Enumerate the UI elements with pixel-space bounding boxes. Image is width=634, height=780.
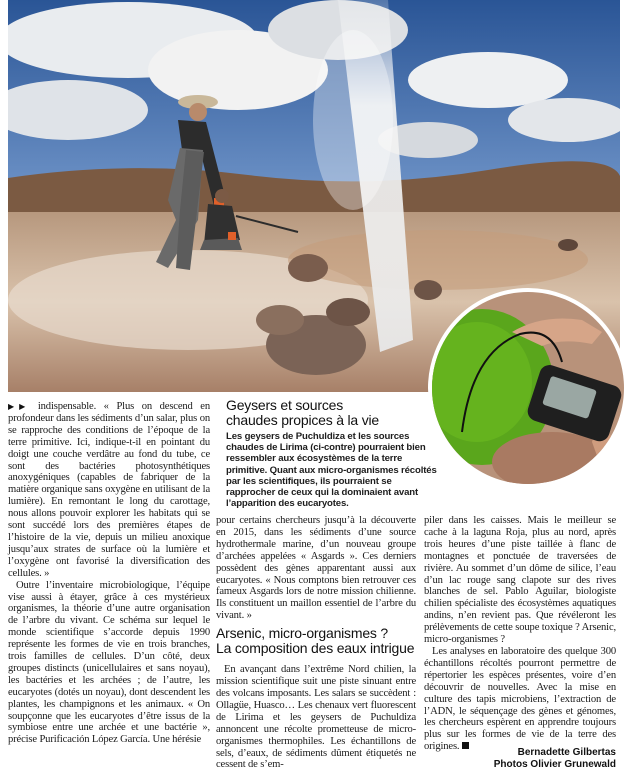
article-column-1 [8,401,210,746]
article-column-2 [216,515,416,771]
article-column-3 [424,515,616,753]
column3-paragraph-1: piler dans les caisses. Mais le meilleur se cache à la laguna Roja, plus au nord, après trois heures d’une piste taillée à flanc de montagnes et ponctuée de traversées de rivière. Au sommet d’un dôme de silice, l’eau d’un lac rouge sang clapote sur des rives blanches de sel. Pablo Aguilar, biologiste chilien spécialiste des écosystèmes aquatiques andins, n’en revient pas. Que révéleront les prélèvements de cette soupe toxique ? Arsenic, micro-organismes ? [424,515,616,646]
photo-credit: Photos Olivier Grunewald [493,759,616,770]
caption-text: Les geysers de Puchuldiza et les sources chaudes de Lirima (ci-contre) pourraient bien ressembler aux écosystèmes de la terre primitive. Quant aux micro-organismes récoltés par les scientifiques, ils pourraient se rapprocher de ceux qui la dominaient avant l’apparition des eucaryotes. [226,431,437,510]
column2-paragraph-2: En avançant dans l’extrême Nord chilien, la mission scientifique suit une piste sinuant entre des volcans imposants. Les salars se succèdent : Ollagüe, Huasco… Les chenaux vert fluorescent de Lirima et les geysers de Puchuldiza annoncent une récolte prometteuse de micro-organismes thermophiles. Les échantillons de sels, d’eaux, de sédiments dûment étiquetés ne cessent de s’em- [216,664,416,771]
column1-paragraph-2: Outre l’inventaire microbiologique, l’équipe vise aussi à étayer, grâce à ces mystérieux organismes, la théorie d’une autre organisation de l’arbre du vivant. Ce schéma sur lequel le monde scientifique s’accorde depuis 1990 représente les formes de vie en trois branches, trois familles de cellules. D’un côté, deux groupes distincts (unicellulaires et sans noyau), les bactéries et les archées ; de l’autre, les eucaryotes (dotés un noyau), dont descendent les plantes, les champignons et les animaux. « On soupçonne que les eucaryotes d’être issus de la symbiose entre une archée et une bactérie », précise Purificación López García. Une hérésie [8,579,210,746]
subheading-line1: Arsenic, micro-organismes ? [216,625,388,642]
continuation-arrow-icon: ▶▶ [8,402,31,411]
section-subheading [216,626,416,656]
caption-title-line2: chaudes propices à la vie [226,412,379,428]
byline [480,747,616,771]
caption-title-line1: Geysers et sources [226,397,343,413]
photo-caption [226,398,438,509]
hot-spring-illustration [432,292,628,488]
subheading-line2: La composition des eaux intrigue [216,640,415,657]
column2-paragraph-1: pour certains chercheurs jusqu’à la découverte en 2015, dans les sédiments d’une source hydrothermale marine, d’un nouveau groupe d’archées appelées « Asgards ». Ces derniers possèdent des gènes apparentant aussi aux eucaryotes. « Nous comptons bien retrouver ces fameux Asgards lors de notre mission chilienne. Ils constituent un maillon essentiel de l’arbre du vivant. » [216,515,416,622]
hot-spring-inset-photo [428,288,628,488]
column3-paragraph-2 [424,646,616,753]
end-mark-icon [462,742,469,749]
author-name: Bernadette Gilbertas [517,747,616,758]
column1-paragraph-1 [8,401,210,580]
column3-p2-text: Les analyses en laboratoire des quelque 300 échantillons récoltés pourront permettre de répertorier les espèces présentes, voire d’en découvrir de nouvelles. Avec la mise en culture des tapis microbiens, l’extraction de l’ADN, le séquençage des gènes et génomes, les chercheurs espèrent en apprendre toujours plus sur les formes de vie de la terre des origines. [424,645,616,753]
column1-p1-text: indispensable. « Plus on descend en profondeur dans les sédiments d’un salar, plus on se rapproche des conditions de l’époque de la terre primitive. Ici, indique-t-il en pointant du doigt une couche verdâtre au fond du tube, ce sont des bactéries photosynthétiques anoxygéniques (capables de fabriquer de la matière organique sans oxygène en utilisant de la lumière). En remontant le long du carottage, nous allons pouvoir explorer les habitats qui se sont succédé lors des premières étapes de l’histoire de la vie, depuis un milieu anoxique jusqu’aux strates de surface où la lumière et l’oxygène ont favorisé la diversification des cellules. » [8,401,210,579]
caption-title [226,398,438,428]
